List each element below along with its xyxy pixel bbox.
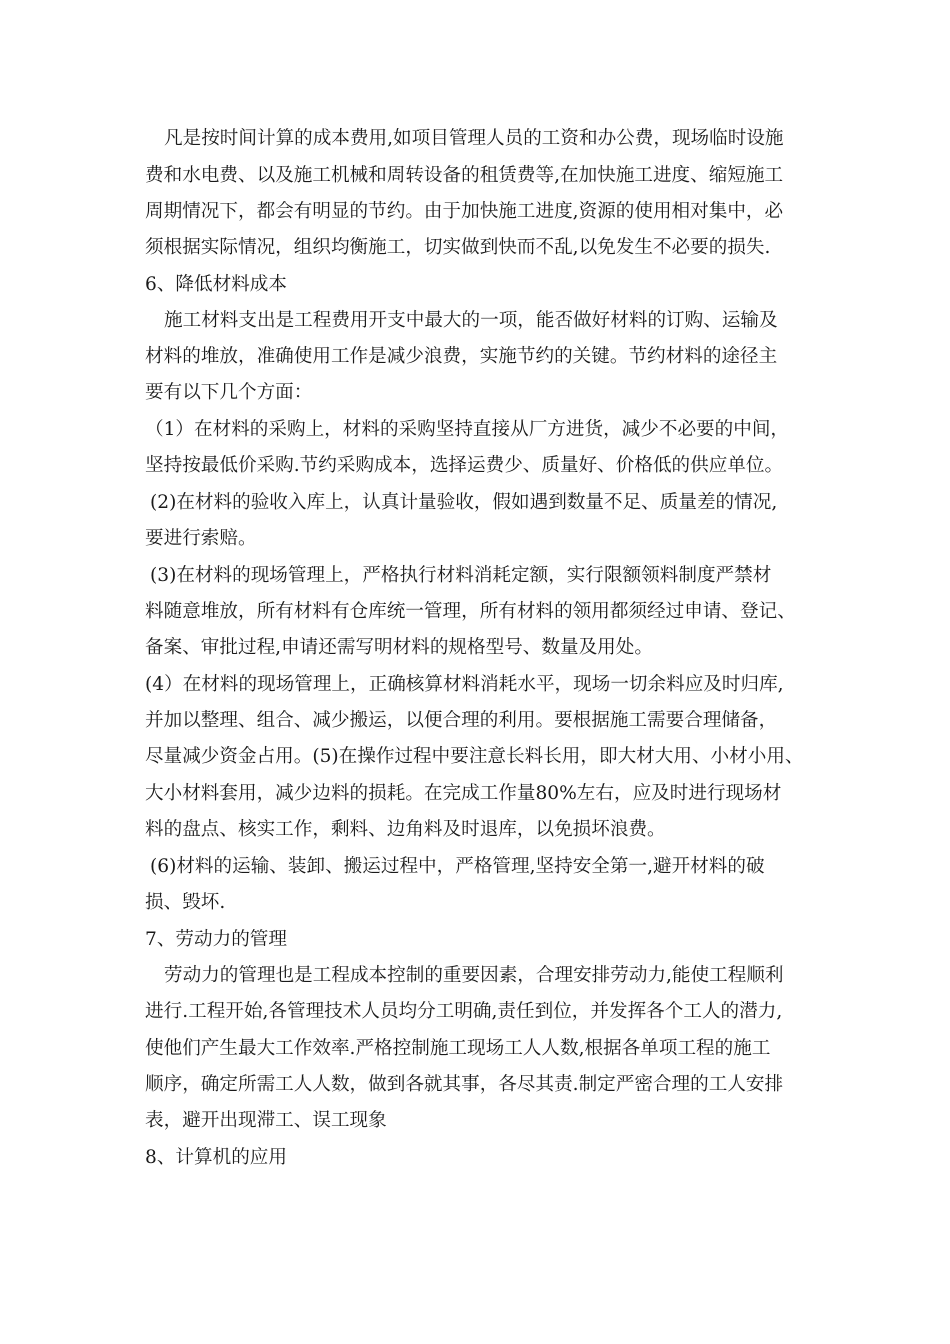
section-heading: 7、劳动力的管理 [145,929,287,950]
text-line: (3)在材料的现场管理上，严格执行材料消耗定额，实行限额领料制度严禁材 [150,565,772,586]
text-line: 须根据实际情况，组织均衡施工，切实做到快而不乱,以免发生不必要的损失. [145,237,771,258]
text-line: 要进行索赔。 [145,528,257,549]
text-line: 凡是按时间计算的成本费用,如项目管理人员的工资和办公费，现场临时设施 [164,128,784,149]
text-line: 表，避开出现滞工、误工现象 [145,1110,387,1131]
text-line: (2)在材料的验收入库上，认真计量验收，假如遇到数量不足、质量差的情况, [150,492,778,513]
text-line: (6)材料的运输、装卸、搬运过程中，严格管理,坚持安全第一,避开材料的破 [150,856,765,877]
text-line: 材料的堆放，准确使用工作是减少浪费，实施节约的关键。节约材料的途径主 [145,346,778,367]
text-line: (4）在材料的现场管理上，正确核算材料消耗水平，现场一切余料应及时归库, [145,674,784,695]
text-line: 尽量减少资金占用。(5)在操作过程中要注意长料长用，即大材大用、小材小用、 [145,746,804,767]
text-line: 坚持按最低价采购.节约采购成本，选择运费少、质量好、价格低的供应单位。 [145,455,784,476]
text-line: （1）在材料的采购上，材料的采购坚持直接从厂方进货，减少不必要的中间， [145,419,790,440]
text-line: 施工材料支出是工程费用开支中最大的一项，能否做好材料的订购、运输及 [164,310,778,331]
text-line: 顺序，确定所需工人人数，做到各就其事，各尽其责.制定严密合理的工人安排 [145,1074,784,1095]
text-line: 费和水电费、以及施工机械和周转设备的租赁费等,在加快施工进度、缩短施工 [145,165,784,186]
text-line: 劳动力的管理也是工程成本控制的重要因素，合理安排劳动力,能使工程顺利 [164,965,784,986]
text-line: 周期情况下，都会有明显的节约。由于加快施工进度,资源的使用相对集中，必 [145,201,784,222]
text-line: 料的盘点、核实工作，剩料、边角料及时退库，以免损坏浪费。 [145,819,666,840]
section-heading: 8、计算机的应用 [145,1147,287,1168]
text-line: 备案、审批过程,申请还需写明材料的规格型号、数量及用处。 [145,637,653,658]
text-line: 损、毁坏. [145,892,226,913]
text-line: 料随意堆放，所有材料有仓库统一管理，所有材料的领用都须经过申请、登记、 [145,601,796,622]
text-line: 并加以整理、组合、减少搬运，以便合理的利用。要根据施工需要合理储备， [145,710,778,731]
text-line: 要有以下几个方面： [145,382,313,403]
section-heading: 6、降低材料成本 [145,274,287,295]
text-line: 大小材料套用，减少边料的损耗。在完成工作量80%左右，应及时进行现场材 [145,783,782,804]
text-line: 使他们产生最大工作效率.严格控制施工现场工人人数,根据各单项工程的施工 [145,1038,771,1059]
text-line: 进行.工程开始,各管理技术人员均分工明确,责任到位，并发挥各个工人的潜力, [145,1001,783,1022]
